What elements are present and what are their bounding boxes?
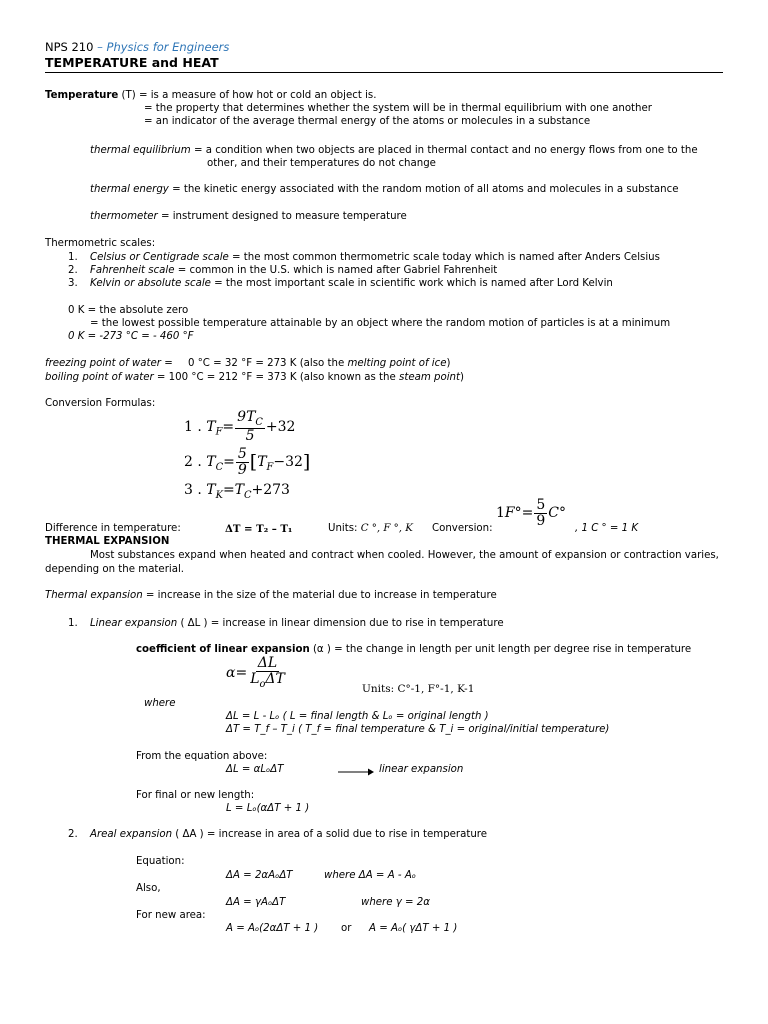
linear-num: 1. — [68, 618, 78, 629]
right-arrow-icon — [338, 767, 374, 777]
scale-item-def: = the most important scale in scientific work which is named after Lord Kelvin — [210, 278, 613, 289]
thermal-energy-text: = the kinetic energy associated with the random motion of all atoms and molecules in a substance — [168, 184, 679, 195]
linear-units: Units: C°-1, F°-1, K-1 — [362, 683, 475, 695]
thermal-expansion-heading: THERMAL EXPANSION — [45, 536, 170, 547]
scale-item — [68, 252, 660, 263]
freezing-label: freezing point of water = — [45, 358, 173, 369]
areal-equation-label: Equation: — [136, 856, 185, 867]
conversion-label: Conversion: — [432, 523, 493, 534]
boiling-label: boiling point of water — [45, 372, 154, 383]
thermal-expansion-intro2: depending on the material. — [45, 564, 185, 575]
boiling-term: steam point — [399, 372, 460, 383]
temperature-def — [45, 90, 376, 101]
thermal-equilibrium-line1: = a condition when two objects are placed in thermal contact and no energy flows from one to the — [190, 145, 698, 156]
coefficient-term: coefficient of linear expansion — [136, 644, 310, 655]
boiling-close: ) — [459, 372, 464, 383]
absolute-zero-line2: = the lowest possible temperature attainable by an object where the random motion of particles is at a minimum — [90, 318, 671, 329]
coefficient-symbol: (α ) — [309, 644, 331, 655]
linear-expansion-def — [90, 618, 504, 629]
thermal-equilibrium-def — [90, 145, 698, 156]
thermal-energy-term: thermal energy — [90, 184, 169, 195]
formula-celsius: 2 . $T_C=$ $\frac{5}{9}$ $[T_F-32]$ — [184, 446, 311, 478]
conversion-formula: 1F°= $\frac{5}{9}$ C° — [496, 497, 567, 529]
temperature-term: Temperature — [45, 90, 119, 101]
absolute-zero-line3: 0 K = -273 °C = - 460 °F — [68, 331, 194, 342]
where-line2: ΔT = T_f – T_i ( T_f = final temperature & T_i = original/initial temperature) — [226, 724, 610, 735]
areal-symbol: ( ΔA ) — [172, 829, 204, 840]
linear-equation-label: linear expansion — [379, 764, 464, 775]
scale-item — [68, 265, 498, 276]
formula-kelvin: 3 . $T_K=T_C+273$ — [184, 482, 290, 501]
areal-num: 2. — [68, 829, 78, 840]
new-area-equation1: A = Aₒ(2αΔT + 1 ) — [226, 923, 319, 934]
coefficient-def — [136, 644, 691, 655]
title-rule — [45, 72, 723, 73]
thermal-expansion-text: = increase in the size of the material due to increase in temperature — [142, 590, 497, 601]
scale-item — [68, 278, 613, 289]
course-line — [45, 40, 229, 54]
diff-formula: ΔT = T₂ – T₁ — [225, 523, 293, 535]
areal-equation1-where: where ΔA = A - Aₒ — [324, 870, 417, 881]
formula-fahrenheit: 1 . $T_F=$ $\frac{9T_C}{5}$ +32 — [184, 409, 296, 445]
scale-item-num: 3. — [68, 278, 78, 289]
temperature-def1: = is a measure of how hot or cold an object is. — [135, 90, 377, 101]
thermal-expansion-def — [45, 590, 497, 601]
new-area-label: For new area: — [136, 910, 206, 921]
thermal-expansion-term: Thermal expansion — [45, 590, 143, 601]
boiling-value: = 100 °C = 212 °F = 373 K (also known as the — [153, 372, 400, 383]
diff-label: Difference in temperature: — [45, 523, 181, 534]
boiling-point — [45, 372, 464, 383]
freezing-value: 0 °C = 32 °F = 273 K (also the — [187, 358, 348, 369]
page-title: TEMPERATURE and HEAT — [45, 55, 219, 70]
final-length-label: For final or new length: — [136, 790, 255, 801]
areal-term: Areal expansion — [90, 829, 173, 840]
absolute-zero-line1: 0 K = the absolute zero — [68, 305, 189, 316]
scale-item-term: Fahrenheit scale — [90, 265, 175, 276]
linear-symbol: ( ΔL ) — [177, 618, 208, 629]
thermometer-term: thermometer — [90, 211, 158, 222]
areal-equation1: ΔA = 2αAₒΔT — [226, 870, 293, 881]
where-label: where — [144, 698, 176, 709]
new-area-equation2: A = Aₒ( γΔT + 1 ) — [369, 923, 458, 934]
new-area-or: or — [341, 923, 352, 934]
units-label: Units: — [328, 523, 361, 534]
scale-item-term: Kelvin or absolute scale — [90, 278, 211, 289]
areal-equation2-where: where γ = 2α — [361, 897, 430, 908]
freezing-term: melting point of ice — [347, 358, 447, 369]
linear-equation: ΔL = αLₒΔT — [226, 764, 284, 775]
where-line1: ΔL = L - Lₒ ( L = final length & Lₒ = original length ) — [226, 711, 489, 722]
areal-expansion-def — [90, 829, 487, 840]
scale-item-term: Celsius or Centigrade scale — [90, 252, 229, 263]
thermal-expansion-intro1: Most substances expand when heated and contract when cooled. However, the amount of expansion or contraction varies, — [90, 550, 719, 561]
scale-item-num: 1. — [68, 252, 78, 263]
units-value: C °, F °, K — [360, 523, 413, 534]
areal-equation2: ΔA = γAₒΔT — [226, 897, 286, 908]
thermal-equilibrium-term: thermal equilibrium — [90, 145, 191, 156]
scale-item-def: = the most common thermometric scale today which is named after Anders Celsius — [228, 252, 660, 263]
temperature-def3: = an indicator of the average thermal energy of the atoms or molecules in a substance — [144, 116, 591, 127]
freezing-point — [45, 358, 450, 369]
final-length-equation: L = Lₒ(αΔT + 1 ) — [226, 803, 310, 814]
areal-also: Also, — [136, 883, 161, 894]
freezing-close: ) — [446, 358, 451, 369]
conversion-heading: Conversion Formulas: — [45, 398, 156, 409]
course-separator: – — [93, 40, 107, 54]
course-name: Physics for Engineers — [106, 40, 230, 54]
conversion-tail: , 1 C ° = 1 K — [575, 523, 639, 534]
areal-text: = increase in area of a solid due to rise in temperature — [203, 829, 488, 840]
thermal-energy-def — [90, 184, 678, 195]
scale-item-def: = common in the U.S. which is named after Gabriel Fahrenheit — [174, 265, 498, 276]
temperature-def2: = the property that determines whether the system will be in thermal equilibrium with one another — [144, 103, 652, 114]
thermometer-text: = instrument designed to measure temperature — [157, 211, 407, 222]
linear-term: Linear expansion — [90, 618, 178, 629]
scales-heading: Thermometric scales: — [45, 238, 156, 249]
thermal-equilibrium-line2: other, and their temperatures do not change — [207, 158, 436, 169]
temperature-symbol: (T) — [118, 90, 136, 101]
course-code: NPS 210 — [45, 40, 94, 54]
scale-item-num: 2. — [68, 265, 78, 276]
linear-text: = increase in linear dimension due to rise in temperature — [207, 618, 504, 629]
thermometer-def — [90, 211, 407, 222]
from-equation: From the equation above: — [136, 751, 268, 762]
units-line — [328, 523, 413, 534]
coefficient-text: = the change in length per unit length per degree rise in temperature — [330, 644, 692, 655]
alpha-formula: α= $\frac{\Delta L}{L_o\Delta T}$ — [226, 655, 285, 690]
